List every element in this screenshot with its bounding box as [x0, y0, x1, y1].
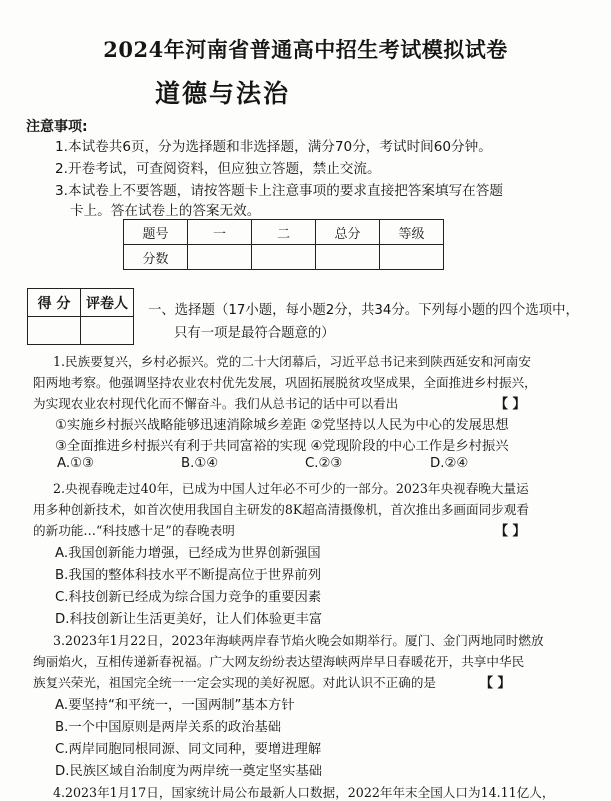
score-cell [252, 245, 316, 270]
q3-option-b: B.一个中国原则是两岸关系的政治基础 [55, 720, 282, 735]
grader-score-label: 得 分 [28, 289, 81, 317]
q3-option-a: A.要坚持“和平统一，一国两制”基本方针 [55, 698, 295, 713]
q1-option-b: B.①④ [181, 456, 219, 471]
score-header-cell: 一 [188, 220, 252, 245]
score-cell [316, 245, 380, 270]
score-header-cell: 总分 [316, 220, 380, 245]
grader-score-cell [28, 317, 81, 345]
subject-title: 道德与法治 [155, 79, 291, 108]
q1-line: 1.民族要复兴，乡村必振兴。党的二十大闭幕后，习近平总书记来到陕西延安和河南安 [53, 354, 531, 369]
score-header-cell: 题号 [124, 220, 188, 245]
score-row-label: 分数 [124, 245, 188, 270]
q3-line: 绚丽焰火，互相传递新春祝福。广大网友纷纷表达望海峡两岸早日春暖花开，共享中华民 [33, 654, 525, 669]
notice-item-3-cont: 卡上。答在试卷上的答案无效。 [70, 203, 261, 219]
notice-item-2: 2.开卷考试，可查阅资料，但应独立答题，禁止交流。 [55, 161, 381, 177]
score-cell [188, 245, 252, 270]
score-header-cell: 二 [252, 220, 316, 245]
q2-option-d: D.科技创新让生活更美好，让人们体验更丰富 [55, 612, 323, 627]
q2-option-b: B.我国的整体科技水平不断提高位于世界前列 [55, 568, 321, 583]
q4-line: 4.2023年1月17日，国家统计局公布最新人口数据，2022年年末全国人口为14.11亿人， [53, 785, 555, 800]
q1-option-c: C.②③ [305, 456, 343, 471]
score-cell [380, 245, 444, 270]
section1-heading: 一、选择题（17小题，每小题2分，共34分。下列每小题的四个选项中， [148, 303, 579, 318]
q1-statement: ③全面推进乡村振兴有利于共同富裕的实现 ④党现阶段的中心工作是乡村振兴 [55, 439, 509, 454]
notice-item-3: 3.本试卷上不要答题，请按答题卡上注意事项的要求直接把答案填写在答题 [55, 183, 503, 199]
q3-line: 3.2023年1月22日，2023年海峡两岸春节焰火晚会如期举行。厦门、金门两地同时燃放 [53, 633, 544, 648]
q1-line: 为实现农业农村现代化而不懈奋斗。我们从总书记的话中可以看出 [33, 396, 399, 411]
q2-answer-bracket: 【 】 [495, 524, 526, 539]
notice-item-1: 1.本试卷共6页，分为选择题和非选择题，满分70分，考试时间60分钟。 [55, 139, 492, 155]
score-header-cell: 等级 [380, 220, 444, 245]
q3-option-d: D.民族区域自治制度为两岸统一奠定坚实基础 [55, 764, 323, 779]
q3-option-c: C.两岸同胞同根同源、同文同种，要增进理解 [55, 742, 322, 757]
grader-name-cell [81, 317, 134, 345]
q1-statement: ①实施乡村振兴战略能够迅速消除城乡差距 ②党坚持以人民为中心的发展思想 [55, 418, 509, 433]
q2-line: 的新功能…“科技感十足”的春晚表明 [33, 523, 235, 538]
q1-line: 阳两地考察。他强调坚持农业农村优先发展，巩固拓展脱贫攻坚成果，全面推进乡村振兴， [33, 375, 537, 390]
q2-line: 2.央视春晚走过40年，已成为中国人过年必不可少的一部分。2023年央视春晚大量运 [53, 481, 529, 496]
q2-option-c: C.科技创新已经成为综合国力竞争的重要因素 [55, 590, 322, 605]
grader-label: 评卷人 [81, 289, 134, 317]
section1-heading-cont: 只有一项是最符合题意的） [174, 326, 335, 341]
grader-table [27, 288, 134, 345]
q1-option-d: D.②④ [430, 456, 469, 471]
score-table [123, 219, 444, 270]
q1-answer-bracket: 【 】 [495, 397, 526, 412]
notice-title: 注意事项: [26, 119, 88, 135]
exam-title: 2024年河南省普通高中招生考试模拟试卷 [103, 37, 508, 62]
q3-answer-bracket: 【 】 [480, 676, 511, 691]
q2-option-a: A.我国创新能力增强，已经成为世界创新强国 [55, 546, 321, 561]
q3-line: 族复兴荣光，祖国完全统一一定会实现的美好祝愿。对此认识不正确的是 [33, 675, 436, 690]
q2-line: 用多种创新技术，如首次使用我国自主研发的8K超高清摄像机，首次推出多画面同步观看 [33, 502, 529, 517]
q1-option-a: A.①③ [57, 456, 94, 471]
